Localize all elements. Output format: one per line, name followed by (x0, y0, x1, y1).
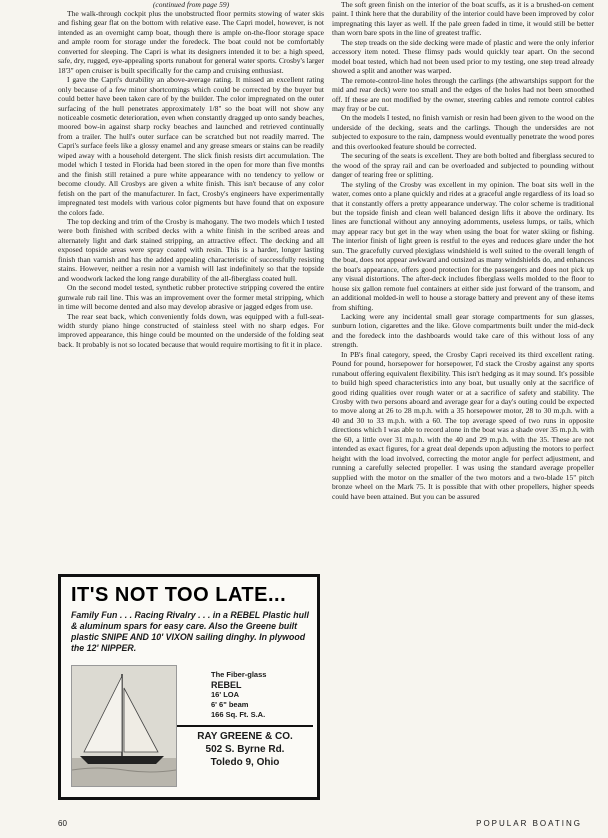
paragraph: The rear seat back, which conveniently folds down, was equipped with a full-seat-width sturdy piano hinge constructed of stainless steel with no sharp edges. For improved appearance, this hinge could be mounted on the underside of the folding seat back. It probably is not so located because that would require mortising to fit it in place. (58, 311, 324, 349)
continued-note: (continued from page 59) (152, 0, 230, 9)
ad-headline: IT'S NOT TOO LATE... (71, 584, 287, 606)
page-footer (58, 814, 592, 828)
paragraph: The styling of the Crosby was excellent in my opinion. The boat sits well in the water, comes onto a plane quickly and rides at a graceful angle regardless of its load so that it constantly offers a pretty appearance underway. The color scheme is traditional but the topside finish and clean well balanced design lifts it above the ordinary. Its lines are functional without any annoying adornments, useless lumps, or tails, which may appear racy but get in the way when using the boat for water skiing or fishing. The interior finish of light green is restful to the eyes and reduces glare under the hot sun. The gracefully curved plexiglass windshield is well suited to the overall length of the boat, does not appear awkward and outsized as many windshields do, and enhances the boat's appearance, offers good protection for the passengers and does not pick up any visual distortions. The after-deck includes fiberglass wells molded to the floor to house six gallon remote fuel containers at either side just forward of the transom, and an additional molded-in well to house a storage battery and prevent any of these items from shifting. (332, 179, 594, 312)
left-column (58, 0, 324, 349)
boat-name: REBEL (211, 680, 242, 690)
paragraph: On the second model tested, synthetic rubber protective stripping covered the entire gunwale rub rail line. This was an improvement over the former metal stripping, which in time will become dented and also may develop abrasive or jagged edges from use. (58, 283, 324, 312)
paragraph: Lacking were any incidental small gear storage compartments for sun glasses, sunburn lotion, cigarettes and the like. Glove compartments built under the mid-deck and the foredeck into the dashboards would take care of this without loss of any strength. (332, 311, 594, 350)
paragraph: The securing of the seats is excellent. They are both bolted and fiberglass secured to the wood of the spray rail and can be overloaded and subjected to pounding without danger of tearing free or splitting. (332, 151, 594, 180)
magazine-name: POPULAR BOATING (476, 819, 582, 828)
paragraph: The remote-control-line holes through the carlings (the athwartships support for the mid and rear deck) were too small and the edges of the holes had not been smoothed off. If these are not modified by the owner, steering cables and remote control cables may fray or be cut. (332, 75, 594, 113)
paragraph: The soft green finish on the interior of the boat scuffs, as it is a brushed-on cement paint. I think here that the durability of the interior could have been improved by color impregnating this layer as well. If the pale green faded in time, it would still be better than worn bare spots in the line of greatest traffic. (332, 0, 594, 38)
boat-sail-area: 166 Sq. Ft. S.A. (211, 710, 266, 719)
page-number: 60 (58, 819, 67, 828)
company-street: 502 S. Byrne Rd. (205, 744, 285, 755)
company-city: Toledo 9, Ohio (210, 757, 280, 768)
company-name: RAY GREENE & CO. (197, 731, 293, 742)
paragraph: I gave the Capri's durability an above-average rating. It missed an excellent rating only because of a few minor shortcomings which could be corrected by the buyer but could better have been taken care of by the builder. The color impregnated on the outer surfacing of the hull penetrates approximately 1/8" so the boat will not show any noticeable cosmetic deterioration, even when constantly dragged up onto sandy beaches, moored bow-in against sharp rocky beaches and launched and retrieved continually from a trailer. The hull's outer surface can be scratched but not readily marred. The Capri's surface feels like a glossy enamel and any grease smears or stains can be readily wiped away with a household detergent. The slick finish resists dirt accumulation. The model which I tested in Florida had been stored in the open for more than five months and the finish still retained a pure white appearance with no tendency to yellow or become cloudy. All Crosbys are given a white finish. This isn't because of any color fetish on the part of the manufacturer. In fact, Crosby's engineers have experimentally impregnated test models with various color pigments but have found that on exposure the colors fade. (58, 75, 324, 217)
paragraph: In PB's final category, speed, the Crosby Capri received its third excellent rating. Pound for pound, horsepower for horsepower, I'd stack the Crosby against any sports runabout offering equivalent flexibility. This isn't hedging as it may sound. It's possible to build high speed characteristics into any boat, but usually only at the sacrifice of good riding qualities over rough water or at a sacrifice of safety and stability. The Crosby with two persons aboard and average gear for a day's outing could be expected to move along at 26 to 28 m.p.h. with a 35 horsepower motor, 28 to 30 m.p.h. with a 40 and 30 to 33 m.p.h. with a 60. The top average speed of two runs in opposite directions which I was able to record alone in the boat was a shade over 35 m.p.h. with the 60, a little over 31 m.p.h. with the 40 and 29 m.p.h. with the 35. These are not intended as exact figures, for a great deal depends upon adjusting the motors to perfect height with the load involved, correcting the motor angle for perfect adjustment, and running a carefully selected propeller. I was using the standard average propeller supplied with the motor on the smaller of the two motors and a two-blade 15" pitch bronze wheel on the Mark 75. It is possible that with other propellers, higher speeds could have been attained. But you can be assured (332, 349, 594, 501)
boat-loa: 16' LOA (211, 690, 240, 699)
right-column (332, 0, 594, 501)
boat-specs (211, 670, 311, 720)
paragraph: The step treads on the side decking were made of plastic and were the only inferior accessory item noted. These flimsy pads would quickly tear apart. On the second model boat tested, which had not been used prior to my testing, one step tread already showed a split and another was warped. (332, 37, 594, 76)
company-address (177, 725, 313, 769)
ad-body-text: Family Fun . . . Racing Rivalry . . . in a REBEL Plastic hull & aluminum spars for easy care. Also the Greene built plastic SNIPE AND 10' VIXON sailing dinghy. In plywood the 12' NIPPER. (71, 610, 309, 653)
sailboat-photo (71, 665, 177, 787)
paragraph: The top decking and trim of the Crosby is mahogany. The two models which I tested were both finished with scribed decks with a white finish in the scribed areas and alternately light and dark stained stripping, an attractive effect. The decking and all exposed topside areas were spray coated with resin. This is a harder, longer lasting finish than varnish and has the added appealing characteristic of successfully resisting stains. However, neither a resin nor a varnish will last indefinitely so that the topside and woodwork lacked the long range durability of the all-fiberglass coated hull. (58, 216, 324, 283)
boat-beam: 6' 6" beam (211, 700, 249, 709)
rebel-advertisement (58, 574, 320, 800)
paragraph: The walk-through cockpit plus the unobstructed floor permits stowing of water skis and fishing gear flat on the bottom with relative ease. The Capri model, however, is not intended as an overnight camp boat, though there is ample on-the-floor storage space and ample room for storage under the foredeck. The boat could not be comfortably converted for sleeping. The Capri is what its designers intended it to be: a high speed, safe, dry, rugged, eye-appealing sports runabout for general water sports. Crosby's larger 18'3" open cruiser is built specifically for the camp and cruising enthusiast. (58, 9, 324, 75)
paragraph: On the models I tested, no finish varnish or resin had been given to the wood on the underside of the decking, seats and the carlings. Though the undersides are not subjected to exposure to the rain, dampness would eventually penetrate the wood pores and this overlooked feature should be corrected. (332, 113, 594, 151)
boat-type-label: The Fiber-glass (211, 670, 267, 679)
